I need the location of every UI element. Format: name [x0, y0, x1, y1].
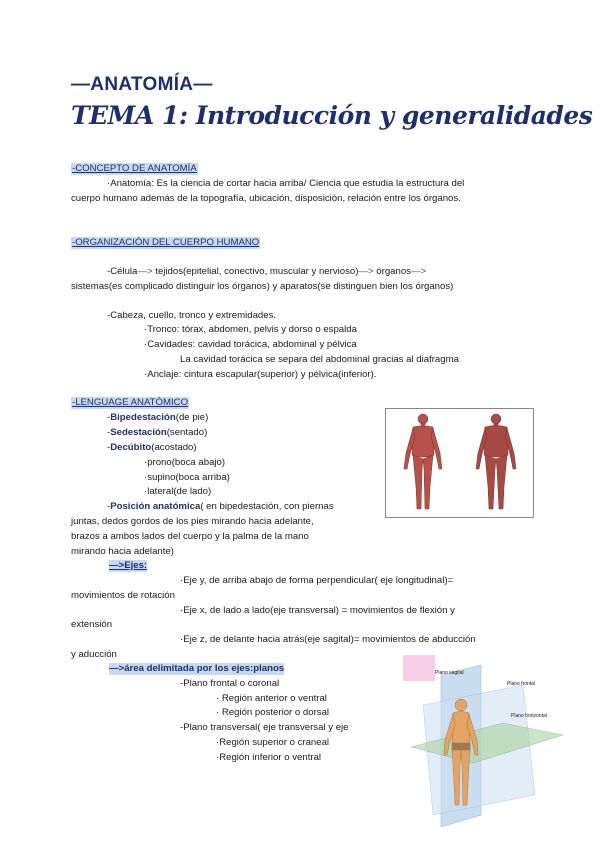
label-plano-frontal: Plano frontal: [507, 681, 536, 687]
tejidos-text: tejidos(epitelial, conectivo, muscular y nervioso): [152, 266, 359, 277]
sedestacion-desc: (sentado): [166, 427, 208, 438]
plano-frontal: -Plano frontal o coronal: [180, 678, 280, 689]
term-bipedestacion: -Bipedestación(de pie): [107, 412, 209, 423]
bipedestacion-term: Bipedestación: [110, 412, 176, 423]
decubito-desc: (acostado): [151, 442, 197, 453]
back-body-figure: [476, 414, 516, 509]
decubito-supino: ·supino(boca arriba): [144, 472, 230, 483]
document-title: —ANATOMÍA—: [71, 74, 213, 95]
plano-transversal: -Plano transversal( eje transversal y eje: [180, 722, 349, 733]
eje-x-cont: extensión: [71, 619, 113, 630]
concepto-line-1: ·Anatomía: Es la ciencia de cortar hacia arriba/ Ciencia que estudia la estructura del: [107, 178, 465, 189]
label-plano-sagital: Plano sagital: [435, 670, 464, 676]
term-posicion-anatomica: -Posición anatómica( en bipedestación, con piernas: [107, 501, 334, 512]
pink-note-decoration: [403, 655, 435, 681]
organizacion-cabeza: -Cabeza, cuello, tronco y extremidades.: [107, 310, 277, 321]
section-heading-concepto: -CONCEPTO DE ANATOMÍA: [72, 163, 197, 174]
anatomy-muscles-figure: [385, 408, 534, 518]
front-body-figure: [404, 414, 442, 509]
ejes-heading: —>Ejes:: [109, 560, 148, 571]
planos-heading: —>área delimitada por los ejes:planos: [109, 663, 285, 674]
organizacion-anclaje: ·Anclaje: cintura escapular(superior) y pélvica(inferior).: [144, 369, 377, 380]
organizacion-cavidades: ·Cavidades: cavidad torácica, abdominal y pélvica: [144, 339, 357, 350]
anatomy-planes-figure: [403, 655, 567, 833]
document-subtitle: TEMA 1: Introducción y generalidades: [71, 101, 593, 130]
posicion-line-2: juntas, dedos gordos de los pies mirando hacia adelante,: [71, 516, 314, 527]
eje-z-cont: y aducción: [71, 649, 117, 660]
organizacion-sistemas-line: sistemas(es complicado distinguir los órganos) y aparatos(se distinguen bien los órganos): [71, 281, 454, 292]
muscle-figures-svg: [386, 409, 533, 517]
term-sedestacion: -Sedestación(sentado): [107, 427, 208, 438]
decubito-term: Decúbito: [110, 442, 152, 453]
posicion-line-4: mirando hacia adelante): [71, 546, 174, 557]
term-decubito: -Decúbito(acostado): [107, 442, 197, 453]
eje-z: ·Eje z, de delante hacia atrás(eje sagital)= movimientos de abducción: [180, 634, 476, 645]
sedestacion-term: Sedestación: [110, 427, 167, 438]
planes-svg: [403, 655, 567, 833]
posicion-term: Posición anatómica: [110, 501, 201, 512]
arrow-2: —>: [358, 266, 374, 277]
organizacion-celula-line: [107, 266, 426, 278]
section-heading-organizacion: -ORGANIZACIÓN DEL CUERPO HUMANO: [72, 237, 260, 248]
arrow-1: —>: [137, 266, 153, 277]
region-posterior: · Región posterior o dorsal: [216, 707, 330, 718]
region-superior: ·Región superior o craneal: [216, 737, 330, 748]
section-heading-lenguaje: -LENGUAGE ANATÓMICO: [72, 397, 189, 408]
region-anterior: · Región anterior o ventral: [216, 693, 327, 704]
region-inferior: ·Región inferior o ventral: [216, 752, 322, 763]
eje-y: ·Eje y, de arriba abajo de forma perpendicular( eje longitudinal)=: [180, 575, 454, 586]
bipedestacion-desc: (de pie): [175, 412, 209, 423]
decubito-prono: ·prono(boca abajo): [144, 457, 226, 468]
posicion-line-3: brazos a ambos lados del cuerpo y la palma de la mano: [71, 531, 309, 542]
arrow-3: —>: [410, 266, 427, 277]
celula-text: -Célula: [107, 266, 138, 277]
eje-x: ·Eje x, de lado a lado(eje transversal) = movimientos de flexión y: [180, 605, 455, 616]
eje-y-cont: movimientos de rotación: [71, 590, 175, 601]
organos-text: órganos: [373, 266, 411, 277]
organizacion-tronco: ·Tronco: tórax, abdomen, pelvis y dorso o espalda: [144, 324, 357, 335]
organizacion-separa: La cavidad torácica se separa del abdominal gracias al diafragma: [180, 354, 459, 365]
label-plano-horizontal: Plano horizontal: [511, 713, 547, 719]
posicion-desc: ( en bipedestación, con piernas: [200, 501, 334, 512]
decubito-lateral: ·lateral(de lado): [144, 486, 212, 497]
concepto-line-2: cuerpo humano además de la topografía, ubicación, disposición, relación entre los órganos.: [71, 193, 461, 204]
